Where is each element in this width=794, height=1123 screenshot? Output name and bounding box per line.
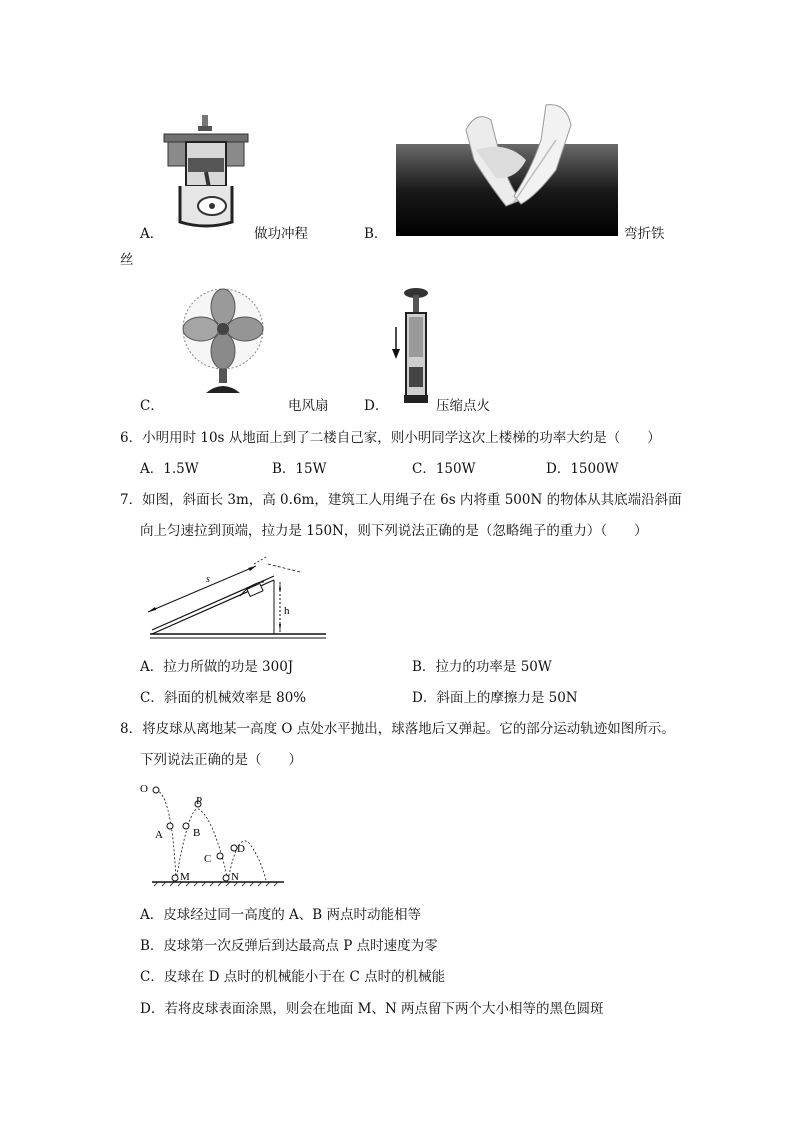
label-C: C xyxy=(204,853,212,865)
q6-option-c[interactable]: C．150W xyxy=(412,461,476,477)
label-B: B xyxy=(193,827,201,839)
electric-fan-figure xyxy=(178,287,268,397)
label-A: A xyxy=(155,829,163,841)
q5-option-b-text: 弯折铁 xyxy=(624,226,665,242)
bouncing-ball-figure xyxy=(138,780,288,890)
q8-option-a[interactable]: A．皮球经过同一高度的 A、B 两点时动能相等 xyxy=(140,907,422,923)
q7-option-c[interactable]: C．斜面的机械效率是 80% xyxy=(140,690,307,706)
label-D: D xyxy=(237,843,245,855)
q8-option-c[interactable]: C．皮球在 D 点时的机械能小于在 C 点时的机械能 xyxy=(140,969,446,985)
q5-option-a-text: 做功冲程 xyxy=(254,226,308,242)
q7-stem-line2: 向上匀速拉到顶端，拉力是 150N，则下列说法正确的是（忽略绳子的重力）（ ） xyxy=(140,523,648,539)
label-M: M xyxy=(180,871,190,883)
q6-stem: 6．小明用时 10s 从地面上到了二楼自己家，则小明同学这次上楼梯的功率大约是（ ） xyxy=(120,430,661,446)
q5-option-a-letter[interactable]: A． xyxy=(140,226,164,242)
q5-option-b-letter[interactable]: B． xyxy=(364,226,388,242)
label-O: O xyxy=(140,783,148,795)
incline-length-label: s xyxy=(206,574,210,585)
incline-height-label: h xyxy=(284,605,290,617)
incline-figure xyxy=(140,552,330,644)
q8-stem-line1: 8．将皮球从离地某一高度 O 点处水平抛出，球落地后又弹起。它的部分运动轨迹如图所示。 xyxy=(120,721,675,737)
q5-option-c-text: 电风扇 xyxy=(288,398,329,414)
q6-option-d[interactable]: D．1500W xyxy=(546,461,619,477)
q8-option-b[interactable]: B．皮球第一次反弹后到达最高点 P 点时速度为零 xyxy=(140,938,438,954)
q8-stem-line2: 下列说法正确的是（ ） xyxy=(140,752,302,768)
q6-option-b[interactable]: B．15W xyxy=(272,461,327,477)
bending-wire-photo xyxy=(396,100,618,236)
q6-option-a[interactable]: A．1.5W xyxy=(140,461,199,477)
q8-option-d[interactable]: D．若将皮球表面涂黑，则会在地面 M、N 两点留下两个大小相等的黑色圆斑 xyxy=(140,1001,604,1017)
engine-power-stroke-figure xyxy=(160,112,252,230)
q5-option-b-text-wrap: 丝 xyxy=(120,252,134,268)
label-P: P xyxy=(196,795,203,807)
fire-piston-figure xyxy=(390,287,440,405)
q7-stem-line1: 7．如图，斜面长 3m，高 0.6m，建筑工人用绳子在 6s 内将重 500N 的物体从其底端沿斜面 xyxy=(120,492,682,508)
q5-option-d-text: 压缩点火 xyxy=(436,398,490,414)
q5-option-d-letter[interactable]: D． xyxy=(364,398,389,414)
q7-option-b[interactable]: B．拉力的功率是 50W xyxy=(412,659,552,675)
q7-option-a[interactable]: A．拉力所做的功是 300J xyxy=(140,659,294,675)
q7-option-d[interactable]: D．斜面上的摩擦力是 50N xyxy=(412,690,578,706)
label-N: N xyxy=(231,871,239,883)
q5-option-c-letter[interactable]: C． xyxy=(140,398,164,414)
